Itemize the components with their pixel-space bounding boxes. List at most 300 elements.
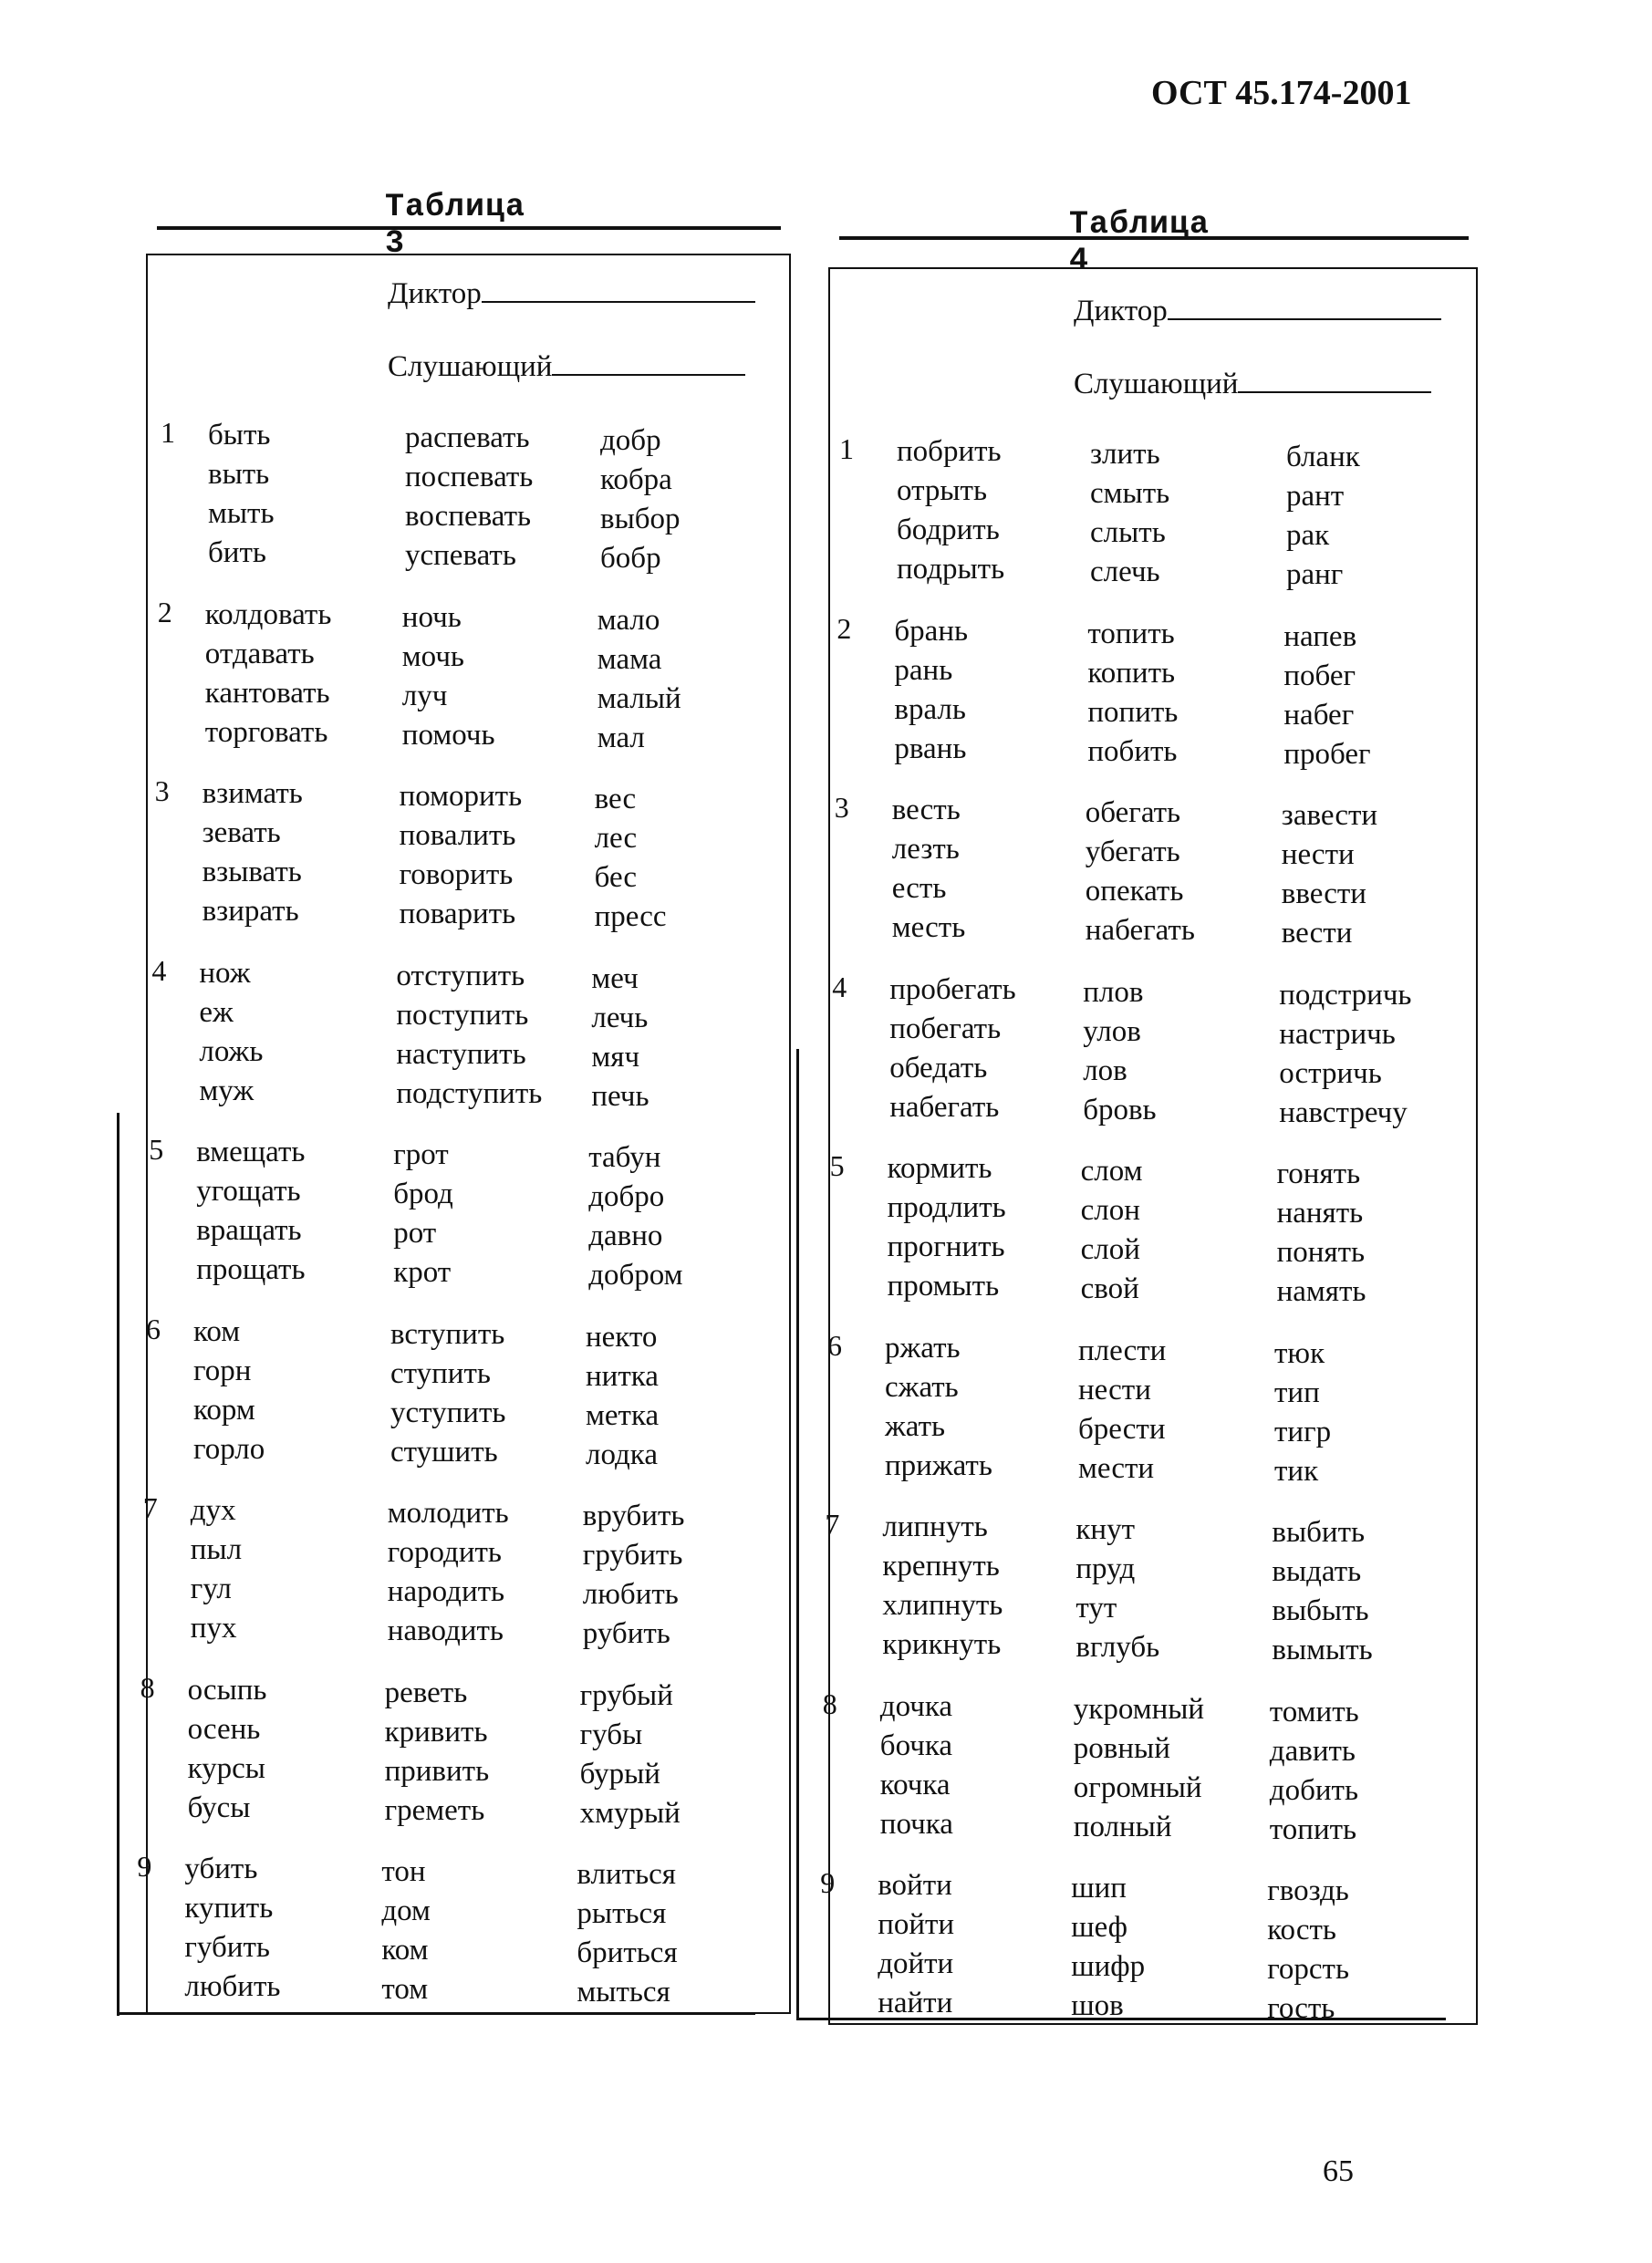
word: слечь	[1090, 555, 1160, 588]
word: народить	[387, 1575, 505, 1608]
word-column	[191, 1491, 242, 1648]
word: мяч	[591, 1040, 640, 1074]
word: рант	[1286, 480, 1345, 513]
word: есть	[891, 872, 947, 905]
word: осень	[187, 1712, 261, 1746]
word-column	[400, 777, 523, 934]
word: лезть	[891, 833, 960, 866]
word: кобра	[600, 463, 672, 496]
word: быть	[208, 419, 271, 452]
word: смыть	[1090, 477, 1170, 510]
word: дом	[381, 1894, 431, 1927]
word: рань	[894, 653, 953, 687]
word: вступить	[390, 1317, 505, 1351]
word: отступить	[396, 959, 525, 992]
speaker-field	[1074, 295, 1441, 328]
word-column	[385, 1674, 490, 1831]
word: зевать	[202, 816, 281, 849]
word: добить	[1269, 1773, 1359, 1807]
word: рот	[393, 1217, 437, 1250]
word-column	[393, 1136, 453, 1292]
word: побить	[1087, 734, 1178, 768]
word: пруд	[1075, 1552, 1136, 1585]
word: прижать	[885, 1448, 992, 1482]
word: пробегать	[889, 972, 1016, 1006]
word-column	[1081, 1152, 1143, 1309]
word-column	[580, 1676, 681, 1833]
word-column	[897, 432, 1004, 589]
word: выбор	[600, 503, 681, 535]
word: воспевать	[405, 500, 532, 533]
word: любить	[184, 1970, 281, 2003]
word-column	[1078, 1332, 1166, 1489]
word: давить	[1269, 1734, 1356, 1768]
word: ступить	[390, 1356, 491, 1390]
listener-label: Слушающий	[1074, 368, 1239, 400]
word: рыться	[577, 1897, 667, 1930]
word: метка	[586, 1398, 660, 1432]
word: брод	[393, 1178, 453, 1210]
word: нести	[1078, 1373, 1151, 1407]
word: полный	[1073, 1810, 1172, 1843]
word: завести	[1281, 799, 1378, 832]
word: кормить	[887, 1152, 992, 1185]
word: почка	[879, 1807, 953, 1841]
listener-field	[1074, 368, 1431, 401]
word: малый	[597, 681, 681, 715]
word-column	[196, 1133, 305, 1290]
word: намять	[1276, 1275, 1366, 1308]
word: кнут	[1075, 1513, 1136, 1546]
word: молодить	[387, 1497, 509, 1530]
word: подступить	[396, 1076, 543, 1110]
word-column	[1283, 618, 1370, 774]
word-column	[583, 1497, 685, 1654]
word: брести	[1078, 1412, 1166, 1446]
word: мести	[1078, 1451, 1155, 1485]
word: врубить	[582, 1500, 685, 1532]
word-column	[1274, 1334, 1331, 1491]
word: укромный	[1073, 1692, 1205, 1726]
word-column	[1267, 1872, 1349, 2029]
word: злить	[1090, 438, 1160, 471]
word: плов	[1083, 975, 1144, 1009]
word: влиться	[577, 1858, 676, 1891]
word: горн	[193, 1354, 252, 1387]
word-column	[405, 419, 533, 576]
word: мочь	[401, 639, 464, 673]
word: поварить	[399, 898, 516, 930]
word: понять	[1276, 1236, 1366, 1269]
word: грубый	[579, 1678, 673, 1712]
word: добр	[600, 424, 661, 457]
word-column	[595, 780, 667, 937]
word: свой	[1080, 1272, 1139, 1305]
word-column	[1279, 976, 1411, 1133]
word-column	[188, 1671, 267, 1828]
speaker-blank-line	[482, 301, 755, 303]
word: шифр	[1071, 1950, 1146, 1983]
word: грубить	[582, 1539, 683, 1572]
word: дух	[190, 1494, 236, 1527]
word: корм	[193, 1393, 255, 1427]
word: бусы	[187, 1791, 251, 1824]
word: тик	[1274, 1454, 1319, 1488]
listener-blank-line	[552, 374, 745, 376]
title-rule	[839, 236, 1469, 240]
word: нож	[199, 956, 251, 990]
listener-label: Слушающий	[388, 350, 553, 383]
word: купить	[184, 1892, 274, 1925]
word: бочка	[879, 1728, 953, 1762]
word: топить	[1269, 1812, 1357, 1846]
group-number: 1	[161, 416, 175, 449]
word-column	[1083, 973, 1156, 1130]
word: хлипнуть	[882, 1589, 1003, 1622]
word-column	[597, 601, 681, 758]
word: горло	[193, 1432, 265, 1466]
group-number: 4	[832, 970, 847, 1003]
word: мыть	[208, 497, 275, 530]
page-number: 65	[1323, 2154, 1354, 2188]
word: набег	[1283, 698, 1355, 732]
word: слом	[1080, 1155, 1143, 1188]
frame-shadow-left	[117, 1113, 119, 2016]
word-column	[1086, 794, 1195, 950]
word: колдовать	[204, 597, 332, 631]
document-code: ОСТ 45.174-2001	[1151, 74, 1412, 112]
group-number: 5	[829, 1149, 845, 1182]
word-column	[1286, 438, 1360, 595]
word: тигр	[1274, 1415, 1332, 1448]
word: торговать	[204, 715, 328, 749]
word-column	[880, 1687, 953, 1844]
word-column	[1270, 1693, 1359, 1850]
word: успевать	[405, 539, 516, 572]
word: подрыть	[897, 553, 1005, 586]
word: набегать	[889, 1090, 1000, 1124]
word: брань	[894, 614, 969, 648]
word: дочка	[879, 1689, 953, 1723]
group-number: 1	[839, 432, 854, 465]
group-number: 3	[834, 791, 849, 824]
word: наступить	[396, 1037, 526, 1071]
word-column	[199, 954, 263, 1111]
word-column	[184, 1850, 280, 2007]
word: нести	[1281, 838, 1355, 871]
word: гонять	[1276, 1157, 1361, 1190]
word: ком	[381, 1934, 429, 1967]
word: бить	[208, 536, 266, 569]
word: слыть	[1090, 516, 1166, 549]
word: губить	[184, 1931, 270, 1964]
word-column	[892, 791, 965, 948]
word: убить	[184, 1853, 258, 1885]
word: ввести	[1281, 877, 1366, 910]
word-column	[1272, 1513, 1372, 1670]
word: обегать	[1085, 796, 1181, 829]
word: продлить	[887, 1191, 1006, 1224]
word: ночь	[401, 600, 462, 634]
word-column	[402, 598, 495, 755]
word: пробег	[1283, 737, 1371, 771]
group-number: 7	[142, 1491, 158, 1524]
word: нанять	[1276, 1197, 1364, 1230]
word: вглубь	[1075, 1631, 1160, 1664]
word: бодрить	[897, 514, 1000, 546]
word: томить	[1269, 1695, 1359, 1728]
word: уступить	[390, 1396, 506, 1429]
word: поморить	[399, 780, 523, 813]
word: настричь	[1279, 1017, 1396, 1051]
word: вести	[1281, 917, 1353, 950]
word: слой	[1080, 1233, 1140, 1266]
word-column	[1074, 1690, 1204, 1847]
word: улов	[1083, 1014, 1141, 1048]
word: ранг	[1286, 558, 1344, 591]
word-column	[1282, 796, 1377, 953]
word: слон	[1080, 1194, 1140, 1227]
word: лес	[594, 822, 638, 855]
word: городить	[387, 1536, 502, 1569]
word: жать	[885, 1409, 946, 1443]
word: выбить	[1272, 1516, 1366, 1549]
word: поступить	[396, 998, 529, 1032]
word-column	[208, 416, 275, 573]
word: хмурый	[579, 1796, 681, 1830]
word: обедать	[889, 1051, 988, 1085]
group-number: 7	[825, 1508, 840, 1541]
word: стушить	[390, 1435, 498, 1469]
word: табун	[588, 1141, 661, 1174]
word: тип	[1274, 1375, 1320, 1409]
word-column	[1071, 1869, 1145, 2026]
word: побегать	[889, 1012, 1002, 1045]
word: греметь	[384, 1793, 485, 1827]
word: ржать	[885, 1331, 961, 1365]
group-number: 8	[140, 1670, 155, 1704]
title-rule	[157, 226, 781, 230]
group-number: 6	[146, 1312, 161, 1345]
word: угощать	[196, 1175, 301, 1208]
word: крот	[393, 1256, 452, 1289]
word: выть	[208, 458, 270, 491]
word: шеф	[1071, 1911, 1128, 1944]
word: сжать	[885, 1370, 959, 1404]
word: выдать	[1272, 1555, 1362, 1588]
group-number: 4	[151, 953, 167, 987]
word: ком	[193, 1314, 241, 1348]
word: тюк	[1274, 1336, 1325, 1370]
word: вращать	[196, 1214, 302, 1247]
word: попить	[1087, 695, 1179, 729]
word: реветь	[384, 1676, 468, 1709]
word: некто	[586, 1320, 658, 1354]
word-column	[885, 1329, 992, 1486]
group-number: 9	[137, 1850, 152, 1883]
word: рвань	[894, 732, 967, 765]
word: губы	[579, 1718, 643, 1751]
word: промыть	[887, 1270, 1000, 1303]
listener-blank-line	[1238, 391, 1431, 393]
word: тон	[381, 1855, 426, 1888]
word-column	[1277, 1155, 1366, 1312]
word-column	[388, 1494, 509, 1651]
word: лов	[1083, 1054, 1127, 1087]
word: рубить	[582, 1617, 670, 1650]
word: вес	[594, 783, 637, 815]
word: крепнуть	[882, 1550, 1000, 1583]
listener-field	[388, 350, 745, 384]
word: бес	[594, 861, 638, 894]
word: найти	[878, 1987, 953, 2019]
speaker-label: Диктор	[1074, 295, 1168, 327]
word: кривить	[384, 1715, 488, 1749]
word: прощать	[196, 1253, 306, 1286]
word: подстричь	[1279, 978, 1412, 1012]
word: бобр	[600, 542, 661, 575]
word: пыл	[190, 1533, 243, 1566]
word: отрыть	[897, 474, 988, 507]
word-column	[205, 596, 332, 753]
word: топить	[1087, 617, 1175, 650]
group-number: 8	[822, 1687, 837, 1720]
word: побег	[1283, 659, 1356, 692]
word: ложь	[199, 1034, 264, 1068]
word: гул	[190, 1573, 232, 1605]
word: рак	[1286, 519, 1330, 552]
word-column	[888, 1149, 1006, 1306]
word: набегать	[1085, 914, 1195, 947]
word: горсть	[1267, 1953, 1350, 1986]
word: выбыть	[1272, 1594, 1369, 1627]
word: ровный	[1073, 1731, 1170, 1765]
word: добром	[588, 1259, 683, 1292]
word: весть	[891, 794, 961, 826]
word-column	[193, 1313, 265, 1469]
table-title: Таблица 4	[1069, 206, 1210, 279]
word: гвоздь	[1267, 1874, 1349, 1907]
word-column	[591, 960, 649, 1116]
word: кочка	[879, 1768, 951, 1801]
word: гость	[1267, 1992, 1335, 2025]
word: убегать	[1085, 836, 1180, 868]
word: курсы	[187, 1751, 265, 1785]
word: меч	[591, 961, 639, 995]
word: луч	[401, 679, 448, 712]
word-column	[396, 957, 542, 1114]
word: привить	[384, 1754, 490, 1788]
word: пойти	[878, 1908, 955, 1941]
word: побрить	[897, 435, 1002, 468]
word-column	[882, 1508, 1003, 1665]
word: бриться	[577, 1936, 678, 1969]
word: войти	[878, 1869, 952, 1902]
word: дойти	[878, 1947, 954, 1980]
word: отдавать	[204, 637, 315, 670]
word: лодка	[586, 1438, 658, 1471]
word: бланк	[1286, 441, 1360, 473]
group-number: 6	[827, 1328, 842, 1362]
group-number: 9	[820, 1866, 836, 1899]
word: плести	[1078, 1334, 1167, 1367]
word: нитка	[586, 1359, 659, 1393]
word: помочь	[401, 718, 495, 752]
word: мама	[597, 642, 662, 676]
word-column	[889, 971, 1015, 1127]
word: распевать	[405, 421, 530, 454]
group-number: 3	[154, 774, 170, 807]
word: копить	[1087, 656, 1176, 690]
word: шип	[1071, 1872, 1127, 1905]
word: добро	[588, 1180, 665, 1213]
word: любить	[582, 1578, 679, 1611]
table-title: Таблица 3	[385, 189, 526, 262]
word: вымыть	[1272, 1634, 1373, 1666]
word-column	[894, 612, 968, 769]
word: мал	[597, 721, 645, 754]
group-number: 5	[149, 1133, 164, 1166]
word: крикнуть	[882, 1628, 1002, 1661]
word: наводить	[387, 1614, 504, 1647]
word: остричь	[1279, 1056, 1382, 1090]
word: опекать	[1085, 875, 1184, 908]
word: говорить	[399, 858, 514, 891]
word: печь	[591, 1079, 649, 1113]
word: грот	[393, 1138, 449, 1171]
word: бурый	[579, 1757, 660, 1791]
word: повалить	[399, 819, 516, 852]
word: мало	[597, 603, 660, 637]
word: муж	[199, 1074, 255, 1107]
word: взирать	[202, 895, 299, 928]
word-column	[878, 1866, 954, 2023]
word: бровь	[1083, 1093, 1157, 1126]
word: прогнить	[887, 1230, 1005, 1263]
word-column	[1090, 435, 1169, 592]
word: враль	[894, 692, 966, 726]
word: тут	[1075, 1592, 1117, 1625]
word: еж	[199, 995, 234, 1029]
word: лечь	[591, 1001, 649, 1034]
word: пресс	[594, 900, 667, 933]
word-column	[1075, 1510, 1159, 1667]
word: давно	[588, 1220, 663, 1252]
word-column	[588, 1138, 682, 1295]
word: шов	[1071, 1989, 1124, 2022]
word: навстречу	[1279, 1095, 1408, 1129]
word-column	[600, 421, 681, 578]
frame-shadow-left	[796, 1049, 799, 2020]
word: взимать	[202, 777, 303, 810]
word: кость	[1267, 1914, 1336, 1946]
word-column	[586, 1318, 659, 1475]
group-number: 2	[836, 611, 852, 645]
word-column	[390, 1315, 505, 1472]
speaker-field	[388, 277, 755, 311]
word: липнуть	[882, 1510, 988, 1543]
word: огромный	[1073, 1770, 1202, 1804]
word-column	[203, 774, 303, 931]
group-number: 2	[157, 595, 172, 628]
frame-shadow-bottom	[117, 2012, 755, 2015]
word: поспевать	[405, 461, 534, 493]
word: напев	[1283, 619, 1357, 653]
word: том	[381, 1973, 429, 2006]
word: кантовать	[204, 676, 330, 710]
word: пух	[190, 1612, 237, 1645]
word: вмещать	[196, 1136, 306, 1168]
